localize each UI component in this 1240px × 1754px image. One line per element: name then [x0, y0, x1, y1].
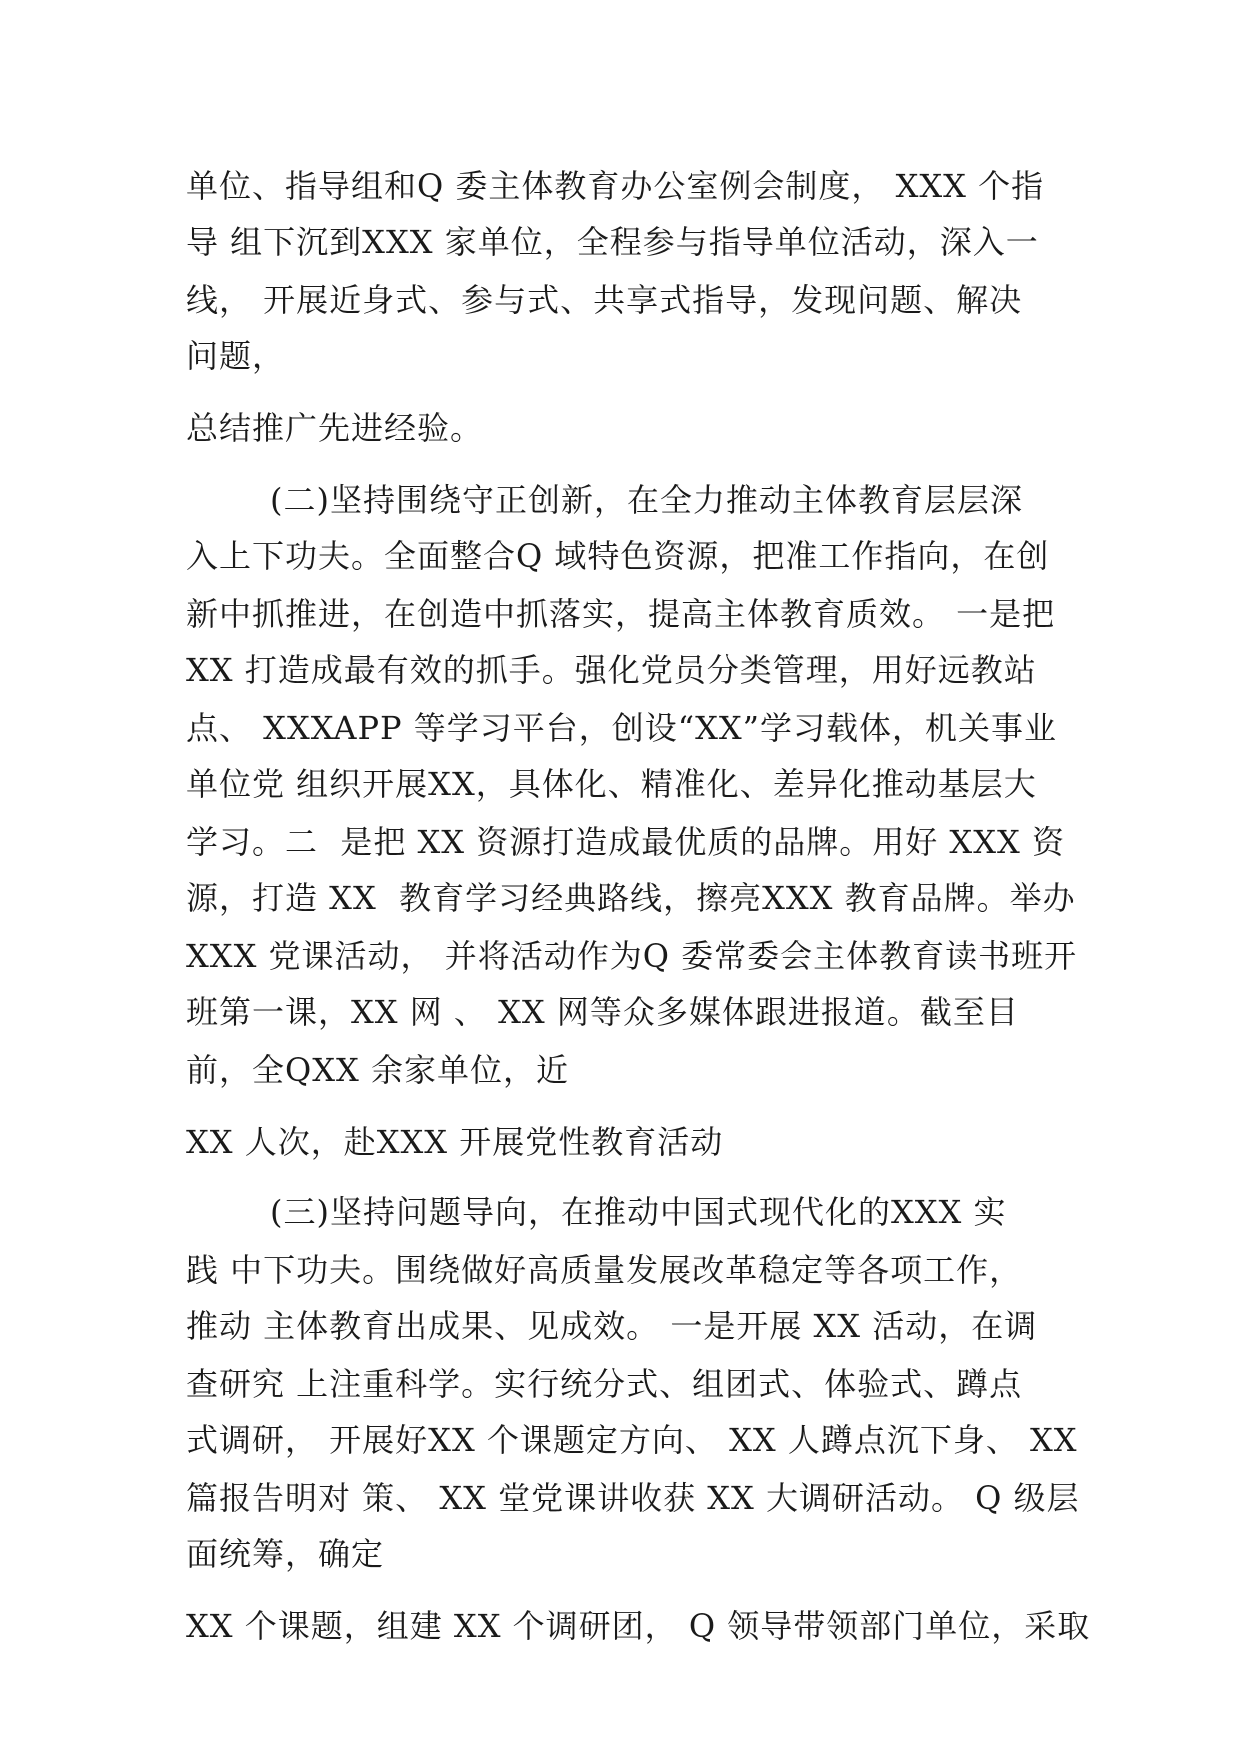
- text-line-2: 导 组下沉到XXX 家单位，全程参与指导单位活动，深入一: [186, 223, 1039, 261]
- text-line-4: 问题，: [186, 337, 286, 375]
- text-line-17: XX 人次，赴XXX 开展党性教育活动: [186, 1123, 724, 1161]
- text-line-13: 源，打造 XX 教育学习经典路线，擦亮XXX 教育品牌。举办: [186, 879, 1076, 917]
- text-line-20: 推动 主体教育出成果、见成效。 一是开展 XX 活动，在调: [186, 1307, 1038, 1345]
- text-line-8: 新中抓推进，在创造中抓落实，提高主体教育质效。 一是把: [186, 595, 1056, 633]
- text-line-15: 班第一课，XX 网 、 XX 网等众多媒体跟进报道。截至目: [186, 993, 1019, 1031]
- text-line-21: 查研究 上注重科学。实行统分式、组团式、体验式、蹲点: [186, 1365, 1023, 1403]
- text-line-18: (三)坚持问题导向，在推动中国式现代化的XXX 实: [270, 1193, 1007, 1231]
- text-line-3: 线， 开展近身式、参与式、共享式指导，发现问题、解决: [186, 281, 1023, 319]
- text-line-22: 式调研， 开展好XX 个课题定方向、 XX 人蹲点沉下身、 XX: [186, 1421, 1078, 1459]
- text-line-25: XX 个课题，组建 XX 个调研团， Q 领导带领部门单位，采取: [186, 1607, 1091, 1645]
- text-line-7: 入上下功夫。全面整合Q 域特色资源，把准工作指向，在创: [186, 537, 1050, 575]
- text-line-11: 单位党 组织开展XX，具体化、精准化、差异化推动基层大: [186, 765, 1037, 803]
- text-line-16: 前，全QXX 余家单位，近: [186, 1051, 569, 1089]
- text-line-14: XXX 党课活动， 并将活动作为Q 委常委会主体教育读书班开: [186, 937, 1078, 975]
- text-line-23: 篇报告明对 策、 XX 堂党课讲收获 XX 大调研活动。 Q 级层: [186, 1479, 1080, 1517]
- text-line-19: 践 中下功夫。围绕做好高质量发展改革稳定等各项工作，: [186, 1251, 1023, 1289]
- text-line-1: 单位、指导组和Q 委主体教育办公室例会制度， XXX 个指: [186, 167, 1045, 205]
- text-line-6: (二)坚持围绕守正创新，在全力推动主体教育层层深: [270, 481, 1023, 519]
- text-line-12: 学习。二 是把 XX 资源打造成最优质的品牌。用好 XXX 资: [186, 823, 1065, 861]
- text-line-24: 面统筹，确定: [186, 1535, 385, 1573]
- text-line-5: 总结推广先进经验。: [186, 409, 484, 447]
- text-line-9: XX 打造成最有效的抓手。强化党员分类管理，用好远教站: [186, 651, 1037, 689]
- text-line-10: 点、 XXXAPP 等学习平台，创设“XX”学习载体，机关事业: [186, 709, 1058, 747]
